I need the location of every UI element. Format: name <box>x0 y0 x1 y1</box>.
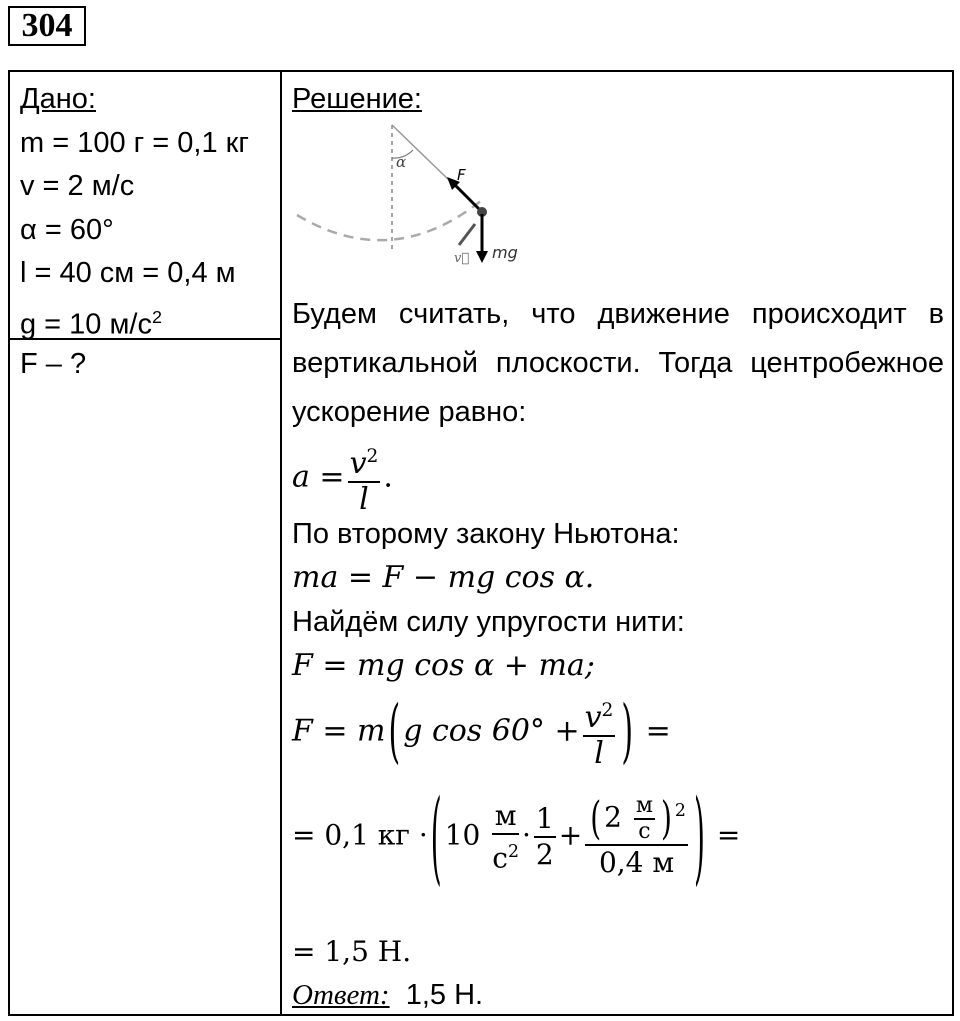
given-section <box>20 78 249 347</box>
answer-line <box>292 974 483 1016</box>
find-unknown: F – ? <box>20 348 87 380</box>
alpha-label: α <box>396 153 407 171</box>
velocity-label: v⃗ <box>454 251 470 266</box>
given-mass: m = 100 г = 0,1 кг <box>20 126 249 159</box>
assumption-paragraph: Будем считать, что движение происходит в вертикальной плоскости. Тогда центробежное ускорение равно: <box>292 298 944 428</box>
centripetal-equation: a = $\frac{v^2}{l}$ . <box>292 440 393 517</box>
given-angle: α = 60° <box>20 213 114 246</box>
pendulum-diagram <box>292 122 542 272</box>
newton-equation: ma = F − mg cos α. <box>292 560 595 595</box>
newton-label: По второму закону Ньютона: <box>292 518 680 550</box>
given-velocity: v = 2 м/с <box>20 170 135 202</box>
given-title: Дано: <box>20 83 96 115</box>
force-arrow-line <box>453 183 482 212</box>
answer-label: Ответ: <box>292 979 390 1011</box>
answer-value: 1,5 Н. <box>405 979 484 1011</box>
weight-arrowhead <box>476 251 488 263</box>
velocity-arrow <box>459 224 475 245</box>
swing-arc <box>297 200 482 240</box>
given-length: l = 40 см = 0,4 м <box>20 257 236 289</box>
column-divider <box>280 72 282 1014</box>
weight-label: mg <box>492 243 518 262</box>
problem-number: 304 <box>8 6 86 46</box>
tension-equation: F = mg cos α + ma; <box>292 648 595 683</box>
solution-table <box>8 70 954 1016</box>
substitution-equation: F = m ( g cos 60° + $\frac{v^2}{l}$ ) = <box>292 692 671 773</box>
numeric-equation: = 0,1 кг · ( 10 $\frac{м}{с^2}$ · $\frac{1}{2}$ + ( 2 $\frac{м}{с}$ ) $^2$ 0,4 м ) = <box>292 777 741 897</box>
force-label: F <box>457 166 466 184</box>
given-gravity: g = 10 $м/с^2$ <box>20 306 162 341</box>
result-equation: = 1,5 Н. <box>292 935 412 968</box>
solution-title: Решение: <box>292 83 422 115</box>
tension-label: Найдём силу упругости нити: <box>292 606 685 638</box>
